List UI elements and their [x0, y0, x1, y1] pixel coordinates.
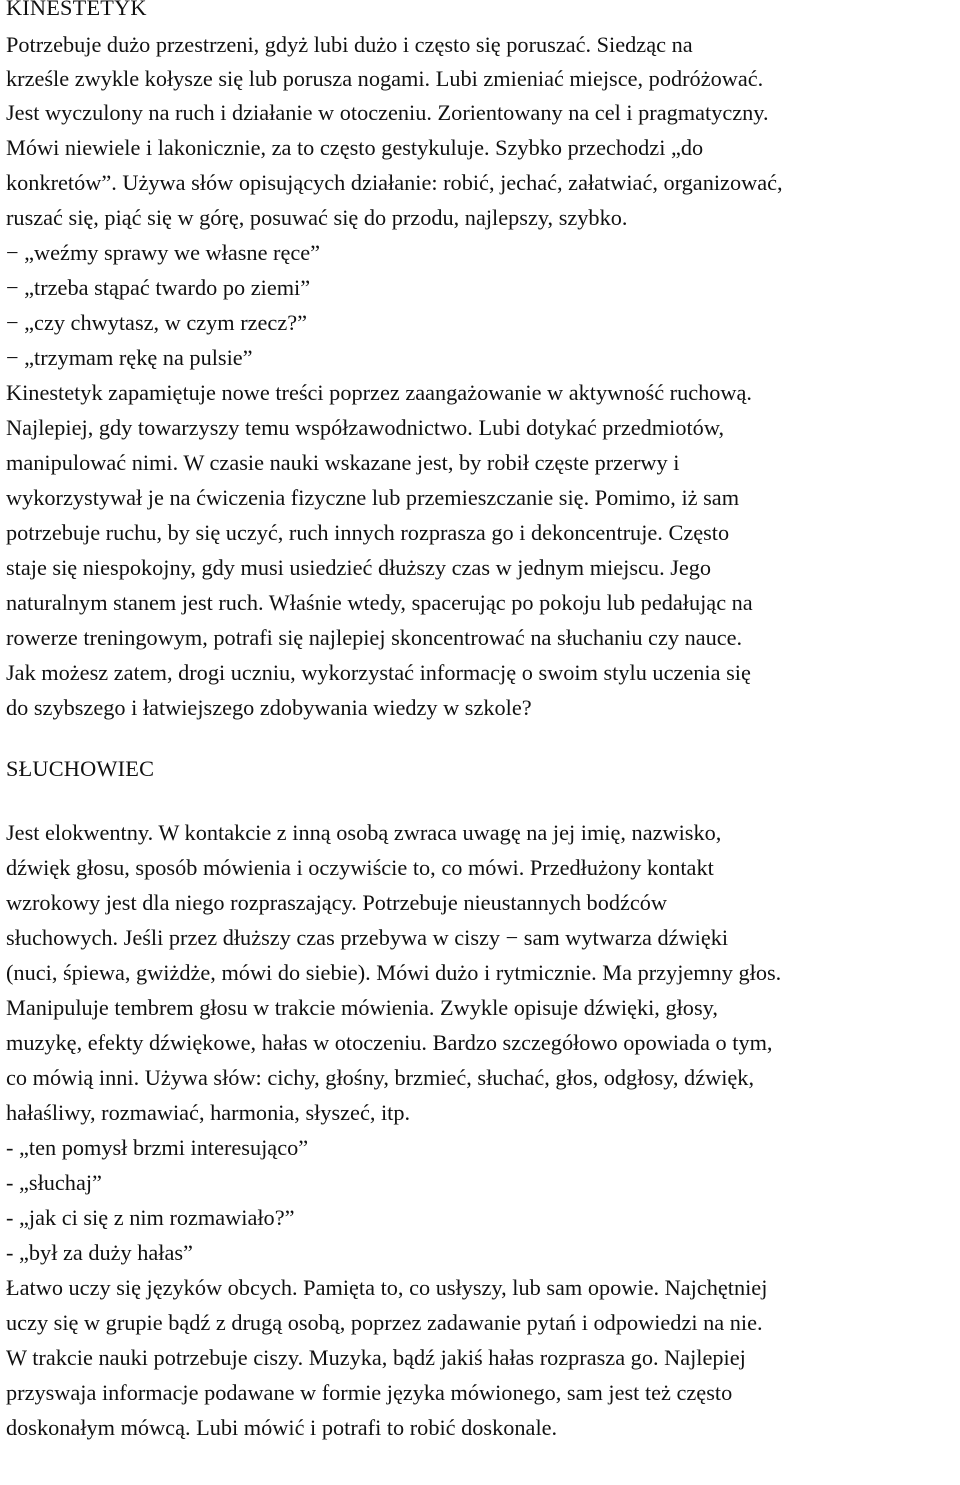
phrase-item: − „trzymam rękę na pulsie” [6, 345, 253, 370]
section-heading: SŁUCHOWIEC [6, 756, 155, 781]
phrase-item: − „trzeba stąpać twardo po ziemi” [6, 275, 311, 300]
phrase-item: − „czy chwytasz, w czym rzecz?” [6, 310, 308, 335]
paragraph-line: do szybszego i łatwiejszego zdobywania wiedzy w szkole? [6, 695, 532, 720]
paragraph-line: wzrokowy jest dla niego rozpraszający. Potrzebuje nieustannych bodźców [6, 890, 668, 915]
paragraph-line: Jak możesz zatem, drogi uczniu, wykorzystać informację o swoim stylu uczenia się [6, 660, 751, 685]
paragraph-line: rowerze treningowym, potrafi się najlepiej skoncentrować na słuchaniu czy nauce. [6, 625, 743, 650]
phrase-item: - „jak ci się z nim rozmawiało?” [6, 1205, 295, 1230]
paragraph-line: ruszać się, piąć się w górę, posuwać się do przodu, najlepszy, szybko. [6, 205, 628, 230]
paragraph-line: Manipuluje tembrem głosu w trakcie mówienia. Zwykle opisuje dźwięki, głosy, [6, 995, 718, 1020]
paragraph-line: doskonałym mówcą. Lubi mówić i potrafi to robić doskonale. [6, 1415, 558, 1440]
paragraph-line: Najlepiej, gdy towarzyszy temu współzawodnictwo. Lubi dotykać przedmiotów, [6, 415, 725, 440]
paragraph-line: Mówi niewiele i lakonicznie, za to często gestykuluje. Szybko przechodzi „do [6, 135, 704, 160]
paragraph-line: naturalnym stanem jest ruch. Właśnie wtedy, spacerując po pokoju lub pedałując na [6, 590, 753, 615]
paragraph-line: potrzebuje ruchu, by się uczyć, ruch innych rozprasza go i dekoncentruje. Często [6, 520, 730, 545]
paragraph-line: W trakcie nauki potrzebuje ciszy. Muzyka, bądź jakiś hałas rozprasza go. Najlepiej [6, 1345, 746, 1370]
paragraph-line: muzykę, efekty dźwiękowe, hałas w otoczeniu. Bardzo szczegółowo opowiada o tym, [6, 1030, 773, 1055]
paragraph-line: Kinestetyk zapamiętuje nowe treści poprzez zaangażowanie w aktywność ruchową. [6, 380, 753, 405]
phrase-item: - „był za duży hałas” [6, 1240, 193, 1265]
phrase-item: - „ten pomysł brzmi interesująco” [6, 1135, 309, 1160]
paragraph-line: co mówią inni. Używa słów: cichy, głośny, brzmieć, słuchać, głos, odgłosy, dźwięk, [6, 1065, 755, 1090]
paragraph-line: hałaśliwy, rozmawiać, harmonia, słyszeć, itp. [6, 1100, 411, 1125]
paragraph-line: manipulować nimi. W czasie nauki wskazane jest, by robił częste przerwy i [6, 450, 680, 475]
paragraph-line: słuchowych. Jeśli przez dłuższy czas przebywa w ciszy − sam wytwarza dźwięki [6, 925, 729, 950]
paragraph-line: uczy się w grupie bądź z drugą osobą, poprzez zadawanie pytań i odpowiedzi na nie. [6, 1310, 763, 1335]
paragraph-line: dźwięk głosu, sposób mówienia i oczywiście to, co mówi. Przedłużony kontakt [6, 855, 714, 880]
paragraph-line: przyswaja informacje podawane w formie języka mówionego, sam jest też często [6, 1380, 733, 1405]
paragraph-line: Łatwo uczy się języków obcych. Pamięta to, co usłyszy, lub sam opowie. Najchętniej [6, 1275, 768, 1300]
paragraph-line: Potrzebuje dużo przestrzeni, gdyż lubi dużo i często się poruszać. Siedząc na [6, 32, 693, 57]
paragraph-line: wykorzystywał je na ćwiczenia fizyczne lub przemieszczanie się. Pomimo, iż sam [6, 485, 740, 510]
paragraph-line: (nuci, śpiewa, gwiżdże, mówi do siebie). Mówi dużo i rytmicznie. Ma przyjemny głos. [6, 960, 782, 985]
paragraph-line: krześle zwykle kołysze się lub porusza nogami. Lubi zmieniać miejsce, podróżować. [6, 66, 764, 91]
paragraph-line: konkretów”. Używa słów opisujących działanie: robić, jechać, załatwiać, organizować, [6, 170, 783, 195]
paragraph-line: Jest elokwentny. W kontakcie z inną osobą zwraca uwagę na jej imię, nazwisko, [6, 820, 722, 845]
phrase-item: - „słuchaj” [6, 1170, 102, 1195]
section-heading: KINESTETYK [6, 0, 147, 20]
phrase-item: − „weźmy sprawy we własne ręce” [6, 240, 321, 265]
paragraph-line: Jest wyczulony na ruch i działanie w otoczeniu. Zorientowany na cel i pragmatyczny. [6, 100, 769, 125]
paragraph-line: staje się niespokojny, gdy musi usiedzieć dłuższy czas w jednym miejscu. Jego [6, 555, 712, 580]
